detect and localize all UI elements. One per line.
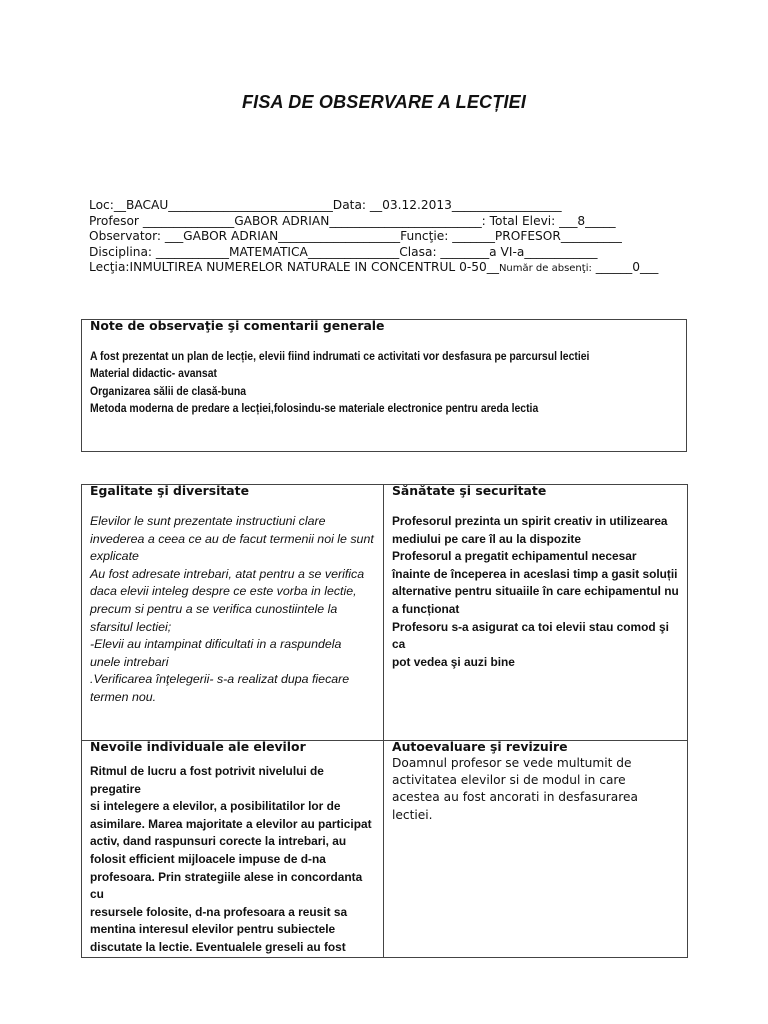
needs-line: mentina interesul elevilor pentru subiectele — [90, 922, 336, 937]
equality-line: Au fost adresate intrebari, atat pentru a se verifica — [90, 566, 365, 581]
needs-line: profesoara. Prin strategiile alese in concordanta cu — [90, 869, 363, 902]
general-note-line: Metoda moderna de predare a lecției,folosindu-se materiale electronice pentru areda lectia — [90, 402, 539, 416]
needs-line: Ritmul de lucru a fost potrivit nivelului de pregatire — [90, 764, 324, 796]
equality-line: termen nou. — [90, 689, 157, 704]
needs-line: si intelegere a elevilor, a posibilitatilor lor de — [90, 799, 341, 814]
health-cell — [384, 485, 688, 741]
self-eval-line: activitatea elevilor si de modul in care — [392, 773, 626, 788]
info-observer: Observator: ___GABOR ADRIAN____________________Funcţie: _______PROFESOR__________ — [89, 229, 622, 244]
needs-line: asimilare. Marea majoritate a elevilor au participat — [90, 816, 372, 831]
document-title: FISA DE OBSERVARE A LECȚIEI — [241, 92, 527, 112]
health-body — [392, 513, 679, 671]
needs-body — [90, 763, 375, 957]
general-note-line: Material didactic- avansat — [90, 367, 218, 381]
observation-grid — [81, 484, 688, 958]
equality-line: sfarsitul lectiei; — [90, 619, 172, 634]
self-eval-line: Doamnul profesor se vede multumit de — [392, 756, 632, 770]
health-line: a funcționat — [392, 601, 460, 616]
self-eval-cell — [384, 741, 688, 958]
info-teacher: Profesor _______________GABOR ADRIAN_________________________: Total Elevi: ___8_____ — [89, 213, 616, 228]
health-line: mediului pe care îl au la dispozite — [392, 531, 581, 546]
equality-line: Elevilor le sunt prezentate instructiuni clare — [90, 514, 326, 528]
self-eval-body — [392, 755, 679, 824]
self-eval-heading: Autoevaluare şi revizuire — [392, 739, 568, 754]
needs-line: resursele folosite, d-na profesoara a reusit sa — [90, 904, 348, 919]
health-line: înainte de începerea in aceslasi timp a gasit soluții — [392, 566, 678, 581]
needs-heading: Nevoile individuale ale elevilor — [90, 739, 306, 754]
equality-line: invederea a ceea ce au de facut termenii noi le sunt — [90, 531, 374, 546]
equality-line: -Elevii au intampinat dificultati in a raspundela — [90, 637, 342, 652]
health-line: Profesoru s-a asigurat ca toi elevii stau comod şi ca — [392, 619, 669, 652]
general-notes-heading: Note de observaţie şi comentarii generale — [90, 318, 385, 333]
info-absent-value: ______0___ — [591, 260, 659, 275]
health-line: Profesorul a pregatit echipamentul necesar — [392, 549, 637, 564]
equality-line: explicate — [90, 549, 139, 564]
info-lesson-title: Lecţia:INMULTIREA NUMERELOR NATURALE IN CONCENTRUL 0-50__ — [89, 260, 499, 275]
general-notes-body — [90, 348, 666, 418]
equality-line: precum si pentru a se verifica cunostiintele la — [90, 601, 338, 616]
needs-line: activ, dand raspunsuri corecte la intrebari, au — [90, 834, 347, 849]
general-note-line: A fost prezentat un plan de lecție, elevii fiind indrumati ce activitati vor desfasura pe parcursul lectiei — [90, 350, 590, 363]
health-line: pot vedea şi auzi bine — [392, 654, 515, 669]
general-note-line: Organizarea sălii de clasă-buna — [90, 384, 247, 398]
health-line: Profesorul prezinta un spirit creativ in utilizearea — [392, 514, 668, 528]
lesson-info — [89, 198, 699, 277]
needs-line: folosit efficient mijloacele impuse de d-na — [90, 851, 326, 866]
info-lesson — [89, 260, 699, 277]
general-notes-box — [81, 319, 687, 452]
needs-cell — [82, 741, 384, 958]
equality-body — [90, 513, 375, 707]
equality-heading: Egalitate şi diversitate — [90, 483, 249, 498]
self-eval-line: acestea au fost ancorati in desfasurarea — [392, 790, 638, 805]
info-location-date: Loc:__BACAU___________________________Data: __03.12.2013__________________ — [89, 198, 562, 212]
equality-cell — [82, 485, 384, 741]
equality-line: .Verificarea înţelegerii- s-a realizat dupa fiecare — [90, 672, 350, 687]
self-eval-line: lectiei. — [392, 807, 433, 822]
info-absent-label: Număr de absenţi: — [498, 263, 592, 275]
equality-line: unele intrebari — [90, 654, 169, 669]
health-heading: Sănătate şi securitate — [392, 483, 547, 498]
equality-line: daca elevii inteleg despre ce este vorba in lectie, — [90, 584, 357, 599]
health-line: alternative pentru situaiile în care echipamentul nu — [392, 584, 679, 599]
info-discipline: Disciplina: ____________MATEMATICA_______________Clasa: ________a VI-a____________ — [89, 244, 598, 259]
needs-line: discutate la lectie. Eventualele greseli au fost — [90, 939, 346, 954]
